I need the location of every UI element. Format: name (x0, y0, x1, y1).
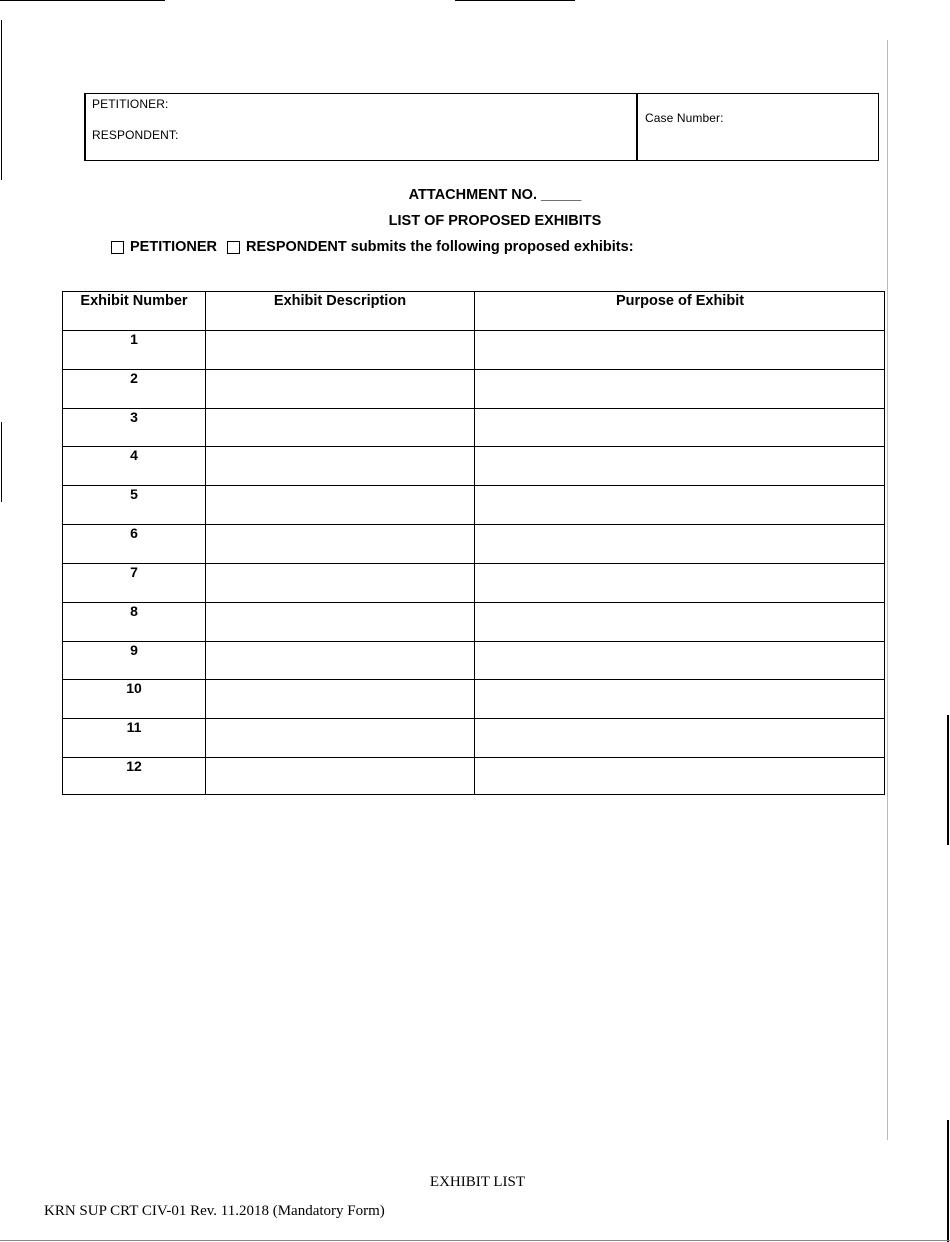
scan-edge-right-2 (947, 715, 949, 845)
exhibit-purpose-cell[interactable] (475, 486, 885, 524)
exhibit-purpose-cell[interactable] (475, 603, 885, 641)
exhibit-number-cell: 1 (130, 331, 138, 347)
exhibit-description-cell[interactable] (206, 409, 474, 447)
attachment-number: ATTACHMENT NO. _____ (408, 187, 582, 203)
exhibit-description-cell[interactable] (206, 331, 474, 369)
exhibit-description-cell[interactable] (206, 486, 474, 524)
submission-line (111, 239, 634, 255)
header-purpose: Purpose of Exhibit (615, 293, 745, 309)
header-exhibit-description: Exhibit Description (273, 293, 407, 309)
exhibit-number-cell: 10 (126, 680, 142, 697)
exhibit-description-cell[interactable] (206, 564, 474, 602)
exhibit-description-cell[interactable] (206, 370, 474, 408)
exhibit-description-cell[interactable] (206, 680, 474, 718)
header-exhibit-number: Exhibit Number (80, 293, 188, 309)
footer-form-code: KRN SUP CRT CIV-01 Rev. 11.2018 (Mandatory Form) (44, 1203, 385, 1219)
exhibit-purpose-cell[interactable] (475, 447, 885, 485)
exhibit-purpose-cell[interactable] (475, 719, 885, 757)
exhibit-purpose-cell[interactable] (475, 680, 885, 718)
exhibit-number-cell: 11 (126, 719, 142, 736)
exhibit-number-cell: 3 (130, 408, 138, 425)
petitioner-checkbox[interactable] (111, 241, 124, 254)
exhibit-purpose-cell[interactable] (475, 642, 885, 680)
exhibit-description-cell[interactable] (206, 447, 474, 485)
exhibit-number-cell: 6 (130, 525, 138, 542)
form-heading: LIST OF PROPOSED EXHIBITS (388, 213, 602, 229)
case-number-label: Case Number: (645, 111, 724, 125)
exhibit-description-cell[interactable] (206, 603, 474, 641)
exhibit-table (62, 291, 885, 795)
scan-edge-right (887, 40, 888, 1140)
exhibit-purpose-cell[interactable] (475, 564, 885, 602)
footer-form-title: EXHIBIT LIST (429, 1174, 526, 1190)
petitioner-label: PETITIONER: (92, 97, 169, 111)
exhibit-number-cell: 12 (126, 758, 142, 775)
scan-edge-left (1, 20, 2, 180)
exhibit-purpose-cell[interactable] (475, 409, 885, 447)
exhibit-description-cell[interactable] (206, 758, 474, 796)
scan-edge-top (0, 0, 165, 1)
exhibit-number-cell: 2 (130, 369, 138, 386)
respondent-option-label: RESPONDENT (246, 239, 347, 255)
exhibit-number-cell: 5 (130, 486, 138, 503)
exhibit-number-cell: 8 (130, 602, 138, 619)
case-caption-box (84, 93, 879, 161)
submission-statement: submits the following proposed exhibits: (350, 239, 634, 255)
scan-edge-bottom (0, 1240, 950, 1241)
exhibit-number-cell: 4 (130, 447, 138, 464)
exhibit-purpose-cell[interactable] (475, 370, 885, 408)
respondent-label: RESPONDENT: (92, 128, 179, 142)
exhibit-description-cell[interactable] (206, 642, 474, 680)
scan-edge-left-2 (1, 422, 2, 502)
exhibit-purpose-cell[interactable] (475, 758, 885, 796)
exhibit-description-cell[interactable] (206, 719, 474, 757)
caption-divider (636, 94, 638, 160)
exhibit-purpose-cell[interactable] (475, 331, 885, 369)
exhibit-number-cell: 7 (130, 563, 138, 580)
exhibit-description-cell[interactable] (206, 525, 474, 563)
respondent-checkbox[interactable] (227, 241, 240, 254)
exhibit-purpose-cell[interactable] (475, 525, 885, 563)
petitioner-option-label: PETITIONER (130, 239, 218, 255)
exhibit-number-cell: 9 (130, 641, 138, 658)
scan-edge-top-2 (455, 0, 575, 1)
